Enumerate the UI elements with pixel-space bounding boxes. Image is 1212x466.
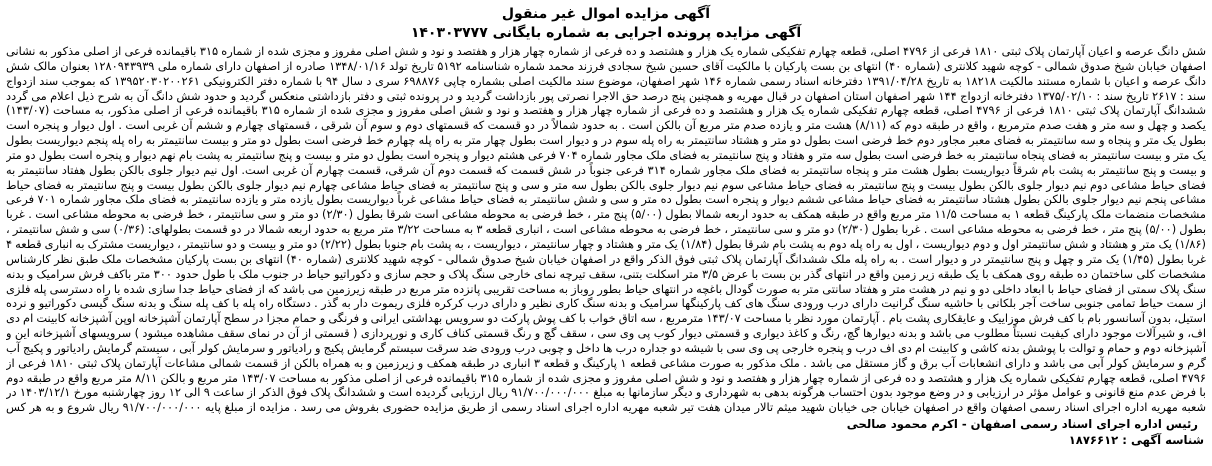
auction-notice	[6, 0, 1206, 448]
notice-body: شش دانگ عرصه و اعیان آپارتمان پلاک ثبتی ۱۸۱۰ فرعی از ۴۷۹۶ اصلی، قطعه چهارم تفکیکی شماره یک هزار و هشتصد و ده فرعی از شماره چهار هزار و هفتصد و نود و شش اصلی مفروز و مجزی شده از شماره ۳۱۵ باقیمانده فرعی از اصلی مذکور به نشانی اصفهان خیابان شیخ صدوق شمالی - کوچه شهید کلانتری (شماره ۴۰) انتهای بن بست پارکیان با مالکیت آقای حسین شیخ سجادی فرزند محمد شماره شناسنامه ۵۱۹۲ تاریخ تولد ۱۳۴۸/۰۱/۱۶ صادره از اصفهان دارای شماره ملی ۱۲۸۰۹۴۳۹۳۹ بعنوان مالک شش دانگ عرصه و اعیان با شماره مستند مالکیت ۱۸۲۱۸ به تاریخ ۱۳۹۱/۰۴/۲۸ دفترخانه اسناد رسمی شماره ۱۴۶ شهر اصفهان، موضوع سند مالکیت اصلی بشماره چاپی ۶۹۸۸۷۶ سری د سال ۹۴ با شماره دفتر الکترونیکی ۱۳۹۵۲۰۳۰۲۰۰۲۶۱ که بموجب سند ازدواج سند : ۲۶۱۷ تاریخ سند : ۱۳۷۵/۰۲/۱۰ دفترخانه ازدواج ۱۴۴ شهر اصفهان استان اصفهان در قبال مهریه و همچنین پنج درصد حق الاجرا نصرتی پور بازداشت گردید و در پرونده ثبتی و دفتر بازداشتی منعکس گردید و حدود شش دانگ آن به شرح ذیل اعلام می گردد ششدانگ آپارتمان پلاک ثبتی ۱۸۱۰ فرعی از ۴۷۹۶ اصلی، قطعه چهارم تفکیکی شماره یک هزار و هشتصد و ده فرعی از شماره چهار هزار و هفتصد و نود و شش اصلی مفروز و مجزی شده از شماره ۳۱۵ باقیمانده فرعی از اصلی مذکور، به مساحت (۱۴۳/۰۷) یکصد و چهل و سه متر و هفت صدم مترمربع ، واقع در طبقه دوم که (۸/۱۱) هشت متر و یازده صدم متر مربع آن بالکن است . به حدود شمالاً در دو قسمت که قسمتهای دوم و سوم آن شرقی ، قسمتهای چهارم و ششم آن غربی است . اول دیوار و پنجره است بطول یک متر و پنجاه و سه سانتیمتر به فضای معبر مجاور دوم خط فرضی است بطول دو متر و هشتاد سانتیمتر به راه پله سوم در و دیوار است بطول چهار متر به راه پله چهارم خط فرضی است بطول دو متر و بیست سانتیمتر به راه پله پنجم دیواریست بطول یک متر و بیست سانتیمتر به فضای پنجاه سانتیمتر به خط فرضی است بطول سه متر و هفتاد و پنج سانتیمتر به فضای ملک مجاور شماره ۷۰۴ فرعی هشتم دیوار و پنجره است بطول دو متر و بیست و پنج سانتیمتر به پشت بام نهم دیوار و پنجره است بطول دو متر و بیست و پنج سانتیمتر به پشت بام شرقاً دیواریست بطول هشت متر و پنجاه سانتیمتر به فضای ملک مجاور شماره ۳۱۴ فرعی جنوباً در شش قسمت که قسمت دوم آن شرقی، قسمت چهارم آن غربی است. اول نیم دیوار جلوی بالکن بطول هفتاد سانتیمتر به فضای حیاط مشاعی دوم نیم دیوار جلوی بالکن بطول بیست و پنج سانتیمتر به فضای حیاط مشاعی سوم نیم دیوار جلوی بالکن بطول سه متر و سی و پنج سانتیمتر به فضای حیاط مشاعی چهارم نیم دیوار جلوی بالکن بطول بیست و پنج سانتیمتر به فضای حیاط مشاعی پنجم نیم دیوار جلوی بالکن بطول هشتاد سانتیمتر به فضای حیاط مشاعی ششم دیوار و پنجره است بطول ده متر و سی و شش سانتیمتر به فضای حیاط مشاعی غرباً دیواریست بطول یازده متر و یازده سانتیمتر به فضای ملک مجاور شماره ۷۰۱ فرعی مشخصات منضمات ملک پارکینگ قطعه ۱ به مساحت ۱۱/۵ متر مربع واقع در طبقه همکف به حدود اربعه شمالا بطول (۵/۰۰) پنج متر ، خط فرضی به محوطه مشاعی است شرقا بطول (۲/۳۰) دو متر و سی سانتیمتر ، خط فرضی به محوطه مشاعی است . غربا بطول (۵/۰۰) پنج متر ، خط فرضی به محوطه مشاعی است . غربا بطول (۲/۳۰) دو متر و سی سانتیمتر ، خط فرضی به محوطه مشاعی است ، انباری قطعه ۳ به مساحت ۳/۲۲ متر مربع به حدود اربعه شمالا در دو قسمت بطولهای: (۰/۳۶) سی و شش سانتیمتر ، (۱/۸۶) یک متر و هشتاد و شش سانتیمتر اول و دوم دیواریست ، اول به راه پله دوم به پشت بام شرقا بطول (۱/۸۴) یک متر و هشتاد و چهار سانتیمتر ، دیواریست ، به پشت بام جنوبا بطول (۲/۲۲) دو متر و بیست و دو سانتیمتر ، دیواریست مشترک به انباری قطعه ۴ غربا بطول (۱/۴۵) یک متر و چهل و پنج سانتیمتر در و دیوار است . به راه پله ملک ششدانگ آپارتمان پلاک ثبتی فوق الذکر واقع در اصفهان خیابان شیخ صدوق شمالی - کوچه شهید کلانتری (شماره ۴۰) انتهای بن بست پارکیان مشخصات ملک طبق نظر کارشناس مشخصات کلی ساختمان ده طبقه روی همکف با یک طبقه زیر زمین واقع در انتهای گذر بن بست با عرض ۳/۵ متر اسکلت بتنی، سقف تیرچه نمای خارجی سنگ پلاک و حجم سازی و دکوراتیو حیاط در جنوب ملک با طول حدود ۳۰۰ متر باکف فرش سرامیک و بدنه سنگ پلاک سمتی از فضای حیاط با ابعاد داخلی دو و نیم در هشت متر و هفتاد سانتی متر به صورت گودال باغچه در انتهای حیاط بطور روباز به مساحت تقریبی پانزده متر مربع در طبقه زیرزمین می باشد که از فضای حیاط جدا سازی شده با راه دسترسی پله فلزی از سمت حیاط تمامی جنوبی ساخت آجر بلکانی با حاشیه سنگ گرانیت دارای درب ورودی سنگ های کف پارکینگها سرامیک و بدنه سنگ کاری نظیر و دارای درب کرکره فلزی ریموت دار به گذر . دستگاه راه پله با کف پله سنگ و بدنه سنگ گیسی دکوراتیو و نرده استیل، بدون آسانسور بام با کف فرش موزاییک و عایقکاری پشت بام . آپارتمان مورد نظر با مساحت ۱۴۳/۰۷ مترمربع ، سه اتاق خواب با کف پوش پارکت دو سرویس بهداشتی ایرانی و فرنگی و حمام مجزا در سطح آپارتمان آشپزخانه اوپن آشپزخانه کابینت ام دی اف، و شیرآلات موجود دارای کیفیت نسبتاً مطلوب می باشد و بدنه دیوارها گچ، رنگ و کاغذ دیواری و قسمتی دیوار کوب پی وی سی ، سقف گچ و رنگ قسمتی کناف کاری و نورپردازی ( قسمتی از آن در نمای سقف مشاهده میشود ) سرویسهای آشپزخانه این و آشپزخانه دوم و حمام و توالت با پوشش بدنه کاشی و کابینت ام دی اف درب و پنجره خارجی پی وی سی با شیشه دو جداره درب ها داخل و چوبی درب ورودی ضد سرقت سیستم گرمایش پکیج و رادیاتور و سرمایش کولر آبی ، سیستم گرمایش رادیاتور و پکیج آب گرم و سرمایش کولر آبی می باشد و دارای انشعابات آب برق و گاز مستقل می باشد . ملک مذکور به صورت مشاعی قطعه ۱ پارکینگ و قطعه ۳ انباری در طبقه همکف و زیرزمین و به همراه بالکن از قسمت شمالی مشاعات آپارتمان پلاک ثبتی ۱۸۱۰ فرعی از ۴۷۹۶ اصلی، قطعه چهارم تفکیکی شماره یک هزار و هشتصد و ده فرعی از شماره چهار هزار و هفتصد و نود و شش اصلی مفروز و مجزی شده از شماره ۳۱۵ باقیمانده فرعی از اصلی مذکور به مساحت ۱۴۳/۰۷ متر مربع و بالکن ۸/۱۱ متر مربع واقع در طبقه دوم با فرض عدم منع قانونی و عوامل مؤثر در ارزیابی و در وضع موجود بدون احتساب هرگونه بدهی به شهرداری و دیگر سازمانها به مبلغ ۹۱/۷۰۰/۰۰۰/۰۰۰ ریال ارزیابی گردیده است و ششدانگ پلاک فوق الذکر از ساعت ۹ الی ۱۲ روز چهارشنبه مورخ ۱۴۰۳/۱۲/۱ در شعبه مهریه اداره اجرای اسناد رسمی اصفهان واقع در اصفهان خیابان جی خیابان شهید میثم تالار میدان هفت تیر شعبه مهریه اداره اجرای اسناد رسمی از طریق مزایده حضوری بفروش می رسد . مزایده از مبلغ پایه ۹۱/۷۰۰/۰۰۰/۰۰۰ ریال شروع و به هر کس	[6, 44, 1206, 414]
file-number-line: آگهی مزایده پرونده اجرایی به شماره بایگانی ۱۴۰۳۰۳۷۷۷	[410, 25, 802, 41]
signer-line: رئیس اداره اجرای اسناد رسمی اصفهان - اکرم محمود صالحی	[846, 417, 1198, 431]
notice-title: آگهی مزایده اموال غیر منقول	[501, 6, 711, 22]
ad-id: شناسه آگهی : ۱۸۷۶۶۱۲	[1068, 433, 1204, 447]
